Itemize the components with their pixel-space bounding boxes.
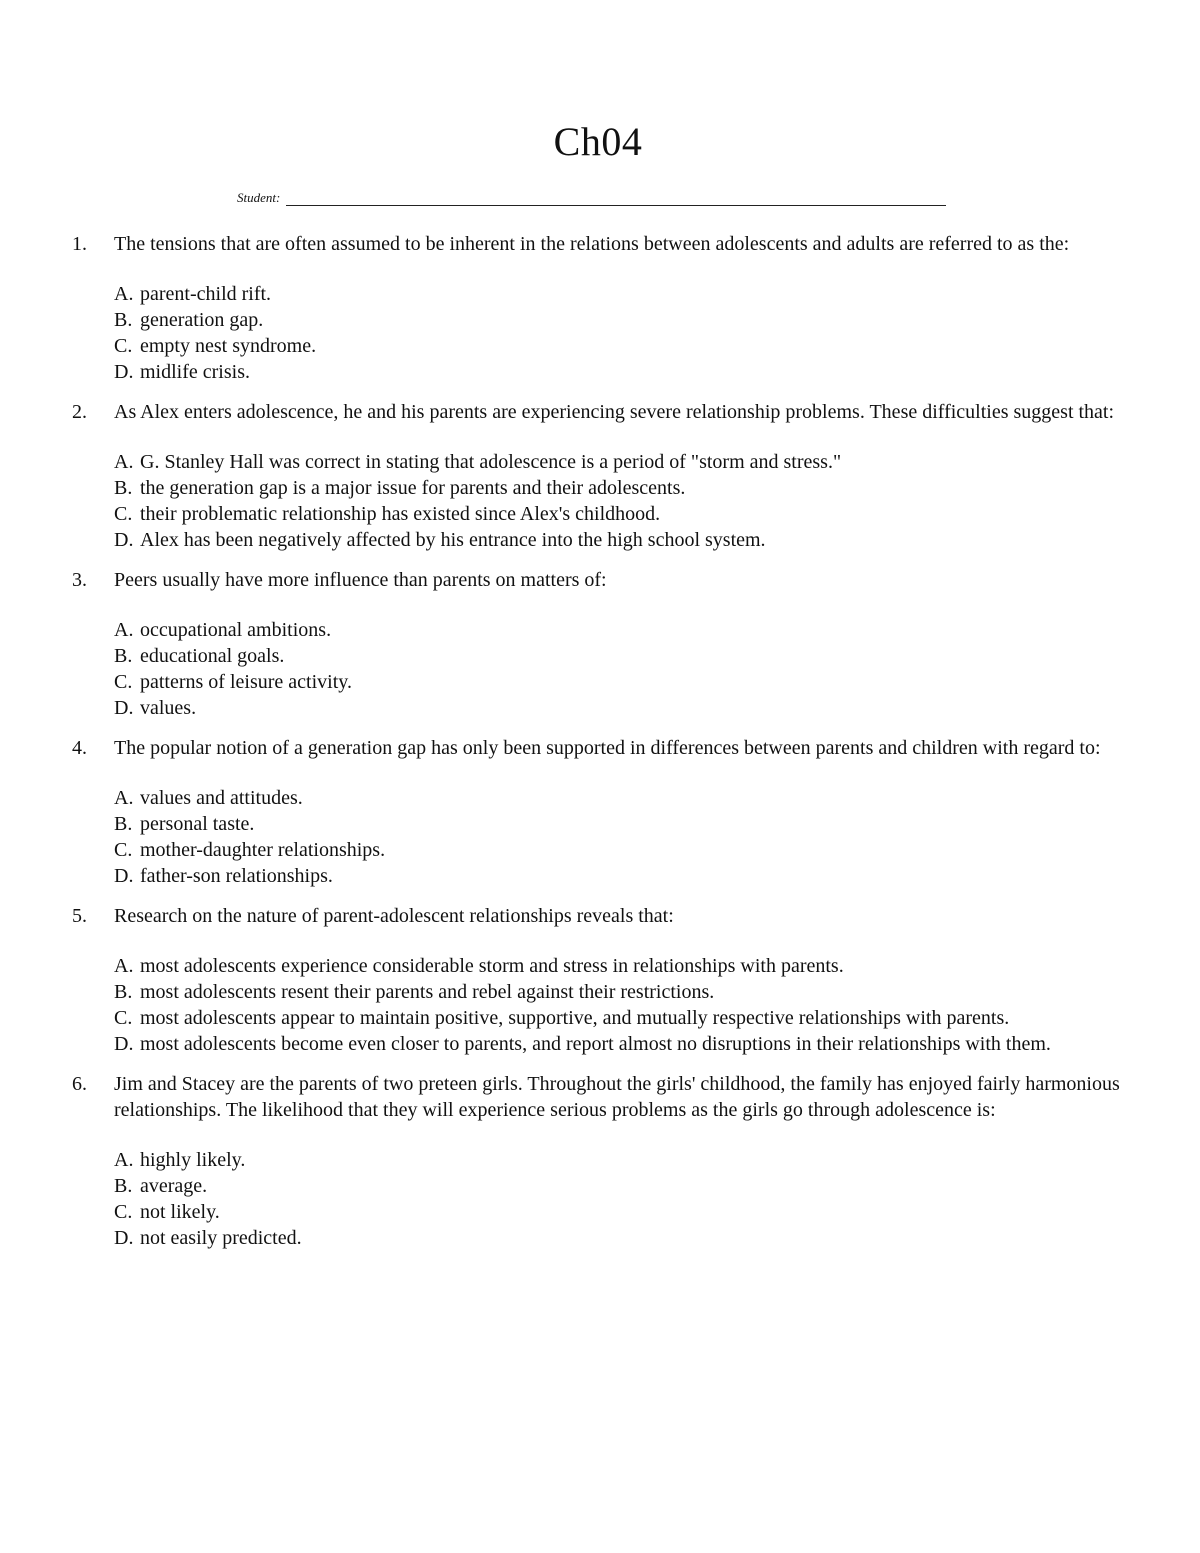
option-text: educational goals.: [140, 645, 285, 667]
option-letter: D.: [114, 865, 134, 887]
question-stem: The popular notion of a generation gap has only been supported in differences between parents and children with regard to:: [114, 737, 1101, 759]
option-text: the generation gap is a major issue for parents and their adolescents.: [140, 477, 686, 499]
option-text: not likely.: [140, 1201, 220, 1223]
option-letter: A.: [114, 1149, 134, 1171]
option-text: most adolescents become even closer to parents, and report almost no disruptions in their relationships with them.: [140, 1033, 1051, 1055]
option-letter: B.: [114, 1175, 133, 1197]
question-stem: Jim and Stacey are the parents of two preteen girls. Throughout the girls' childhood, the family has enjoyed fairly harmonious relationships. The likelihood that they will experience serious problems as the girls go through adolescence is:: [114, 1073, 1120, 1121]
answer-option: [114, 811, 1132, 837]
answer-option: [114, 359, 1132, 385]
option-text: Alex has been negatively affected by his entrance into the high school system.: [140, 529, 766, 551]
option-letter: D.: [114, 697, 134, 719]
option-letter: C.: [114, 839, 133, 861]
answer-option: [114, 449, 1132, 475]
question-item: [72, 1071, 1132, 1251]
answer-options: [114, 953, 1132, 1057]
option-letter: B.: [114, 981, 133, 1003]
answer-option: [114, 1199, 1132, 1225]
question-number: 3.: [72, 569, 87, 591]
answer-option: [114, 307, 1132, 333]
option-text: generation gap.: [140, 309, 264, 331]
answer-option: [114, 1147, 1132, 1173]
option-text: most adolescents appear to maintain positive, supportive, and mutually respective relationships with parents.: [140, 1007, 1010, 1029]
answer-option: [114, 953, 1132, 979]
page-title: [0, 118, 1200, 166]
page-title-text: Ch04: [553, 119, 643, 164]
question-number: 6.: [72, 1073, 87, 1095]
option-text: average.: [140, 1175, 208, 1197]
answer-options: [114, 449, 1132, 553]
option-letter: C.: [114, 335, 133, 357]
answer-option: [114, 837, 1132, 863]
answer-option: [114, 1005, 1132, 1031]
question-item: [72, 735, 1132, 889]
question-stem: As Alex enters adolescence, he and his parents are experiencing severe relationship problems. These difficulties suggest that:: [114, 401, 1115, 423]
question-item: [72, 567, 1132, 721]
option-text: most adolescents resent their parents and rebel against their restrictions.: [140, 981, 715, 1003]
option-text: mother-daughter relationships.: [140, 839, 386, 861]
option-letter: D.: [114, 1227, 134, 1249]
question-number: 1.: [72, 233, 87, 255]
answer-option: [114, 695, 1132, 721]
option-letter: C.: [114, 671, 133, 693]
option-text: occupational ambitions.: [140, 619, 332, 641]
answer-option: [114, 333, 1132, 359]
option-letter: B.: [114, 813, 133, 835]
option-text: empty nest syndrome.: [140, 335, 317, 357]
option-text: their problematic relationship has existed since Alex's childhood.: [140, 503, 661, 525]
option-letter: C.: [114, 1201, 133, 1223]
answer-option: [114, 863, 1132, 889]
student-name-field: [237, 190, 946, 206]
answer-option: [114, 617, 1132, 643]
option-letter: A.: [114, 451, 134, 473]
option-text: not easily predicted.: [140, 1227, 302, 1249]
option-letter: D.: [114, 1033, 134, 1055]
option-letter: A.: [114, 619, 134, 641]
question-item: [72, 903, 1132, 1057]
answer-option: [114, 501, 1132, 527]
option-letter: C.: [114, 503, 133, 525]
answer-option: [114, 281, 1132, 307]
question-number: 5.: [72, 905, 87, 927]
option-letter: A.: [114, 283, 134, 305]
option-letter: B.: [114, 309, 133, 331]
question-number: 2.: [72, 401, 87, 423]
question-stem: The tensions that are often assumed to be inherent in the relations between adolescents and adults are referred to as the:: [114, 233, 1070, 255]
option-letter: A.: [114, 955, 134, 977]
answer-option: [114, 475, 1132, 501]
student-label: Student:: [237, 190, 281, 205]
option-letter: D.: [114, 361, 134, 383]
question-item: [72, 399, 1132, 553]
option-letter: B.: [114, 645, 133, 667]
answer-options: [114, 785, 1132, 889]
answer-option: [114, 979, 1132, 1005]
question-stem: Research on the nature of parent-adolescent relationships reveals that:: [114, 905, 674, 927]
answer-option: [114, 1173, 1132, 1199]
answer-options: [114, 281, 1132, 385]
answer-option: [114, 1031, 1132, 1057]
option-text: personal taste.: [140, 813, 255, 835]
option-letter: C.: [114, 1007, 133, 1029]
option-text: values and attitudes.: [140, 787, 303, 809]
option-text: parent-child rift.: [140, 283, 272, 305]
option-text: patterns of leisure activity.: [140, 671, 352, 693]
option-text: father-son relationships.: [140, 865, 333, 887]
answer-option: [114, 527, 1132, 553]
option-text: midlife crisis.: [140, 361, 250, 383]
option-text: most adolescents experience considerable storm and stress in relationships with parents.: [140, 955, 844, 977]
question-number: 4.: [72, 737, 87, 759]
question-item: [72, 231, 1132, 385]
option-text: G. Stanley Hall was correct in stating that adolescence is a period of "storm and stress.": [140, 451, 842, 473]
question-list: [72, 231, 1132, 1265]
option-letter: A.: [114, 787, 134, 809]
question-stem: Peers usually have more influence than parents on matters of:: [114, 569, 607, 591]
option-text: highly likely.: [140, 1149, 246, 1171]
answer-option: [114, 643, 1132, 669]
answer-options: [114, 617, 1132, 721]
student-name-line[interactable]: [286, 193, 946, 206]
answer-option: [114, 1225, 1132, 1251]
answer-option: [114, 785, 1132, 811]
option-letter: D.: [114, 529, 134, 551]
answer-options: [114, 1147, 1132, 1251]
option-text: values.: [140, 697, 197, 719]
answer-option: [114, 669, 1132, 695]
option-letter: B.: [114, 477, 133, 499]
